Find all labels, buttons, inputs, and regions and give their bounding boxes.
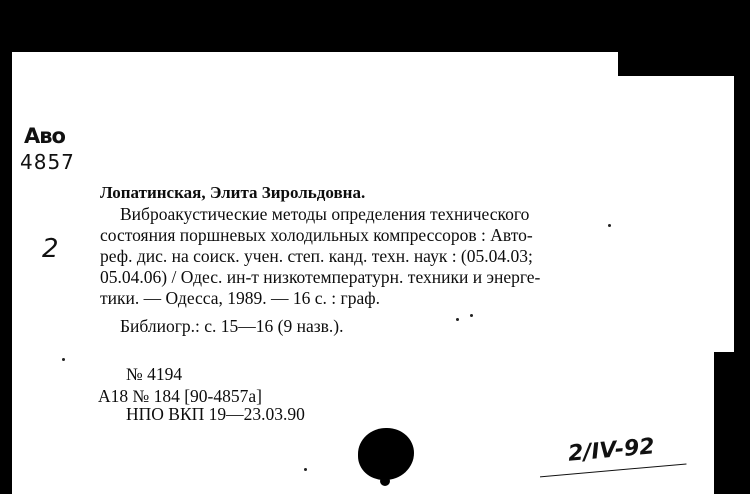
scan-speck — [62, 358, 65, 361]
title-line-3: реф. дис. на соиск. учен. степ. канд. техн. наук : (05.04.03; — [100, 246, 533, 266]
catalog-card — [12, 52, 734, 494]
scan-border-bottom-right — [714, 352, 734, 494]
handwritten-date-text: 2/IV-92 — [567, 434, 656, 467]
scan-speck — [456, 318, 459, 321]
title-line-5: тики. — Одесса, 1989. — 16 с. : граф. — [100, 288, 380, 308]
author-name: Лопатинская, Элита Зирольдовна. — [100, 183, 366, 202]
handwritten-date — [567, 434, 656, 466]
record-number: № 4194 — [126, 364, 183, 384]
accession-line: А18 № 184 [90-4857а] — [98, 386, 262, 406]
ink-blot — [358, 428, 414, 480]
ink-blot-drip — [380, 476, 390, 486]
scan-speck — [608, 224, 611, 227]
scan-speck — [304, 468, 307, 471]
handwritten-copy-mark: 2 — [42, 234, 59, 264]
title-line-2: состояния поршневых холодильных компрессоров : Авто- — [100, 225, 533, 245]
handwritten-shelf-mark: Aво — [24, 124, 65, 148]
registration-line: НПО ВКП 19—23.03.90 — [126, 404, 305, 424]
bibliography-note: Библиогр.: с. 15—16 (9 назв.). — [120, 316, 344, 336]
scan-border-top-right — [618, 52, 734, 76]
title-line-1: Виброакустические методы определения технического — [120, 204, 530, 224]
scan-speck — [470, 314, 473, 317]
handwritten-shelf-number: 4857 — [20, 150, 75, 174]
date-underline — [540, 464, 686, 478]
title-line-4: 05.04.06) / Одес. ин-т низкотемпературн. техники и энерге- — [100, 267, 541, 287]
